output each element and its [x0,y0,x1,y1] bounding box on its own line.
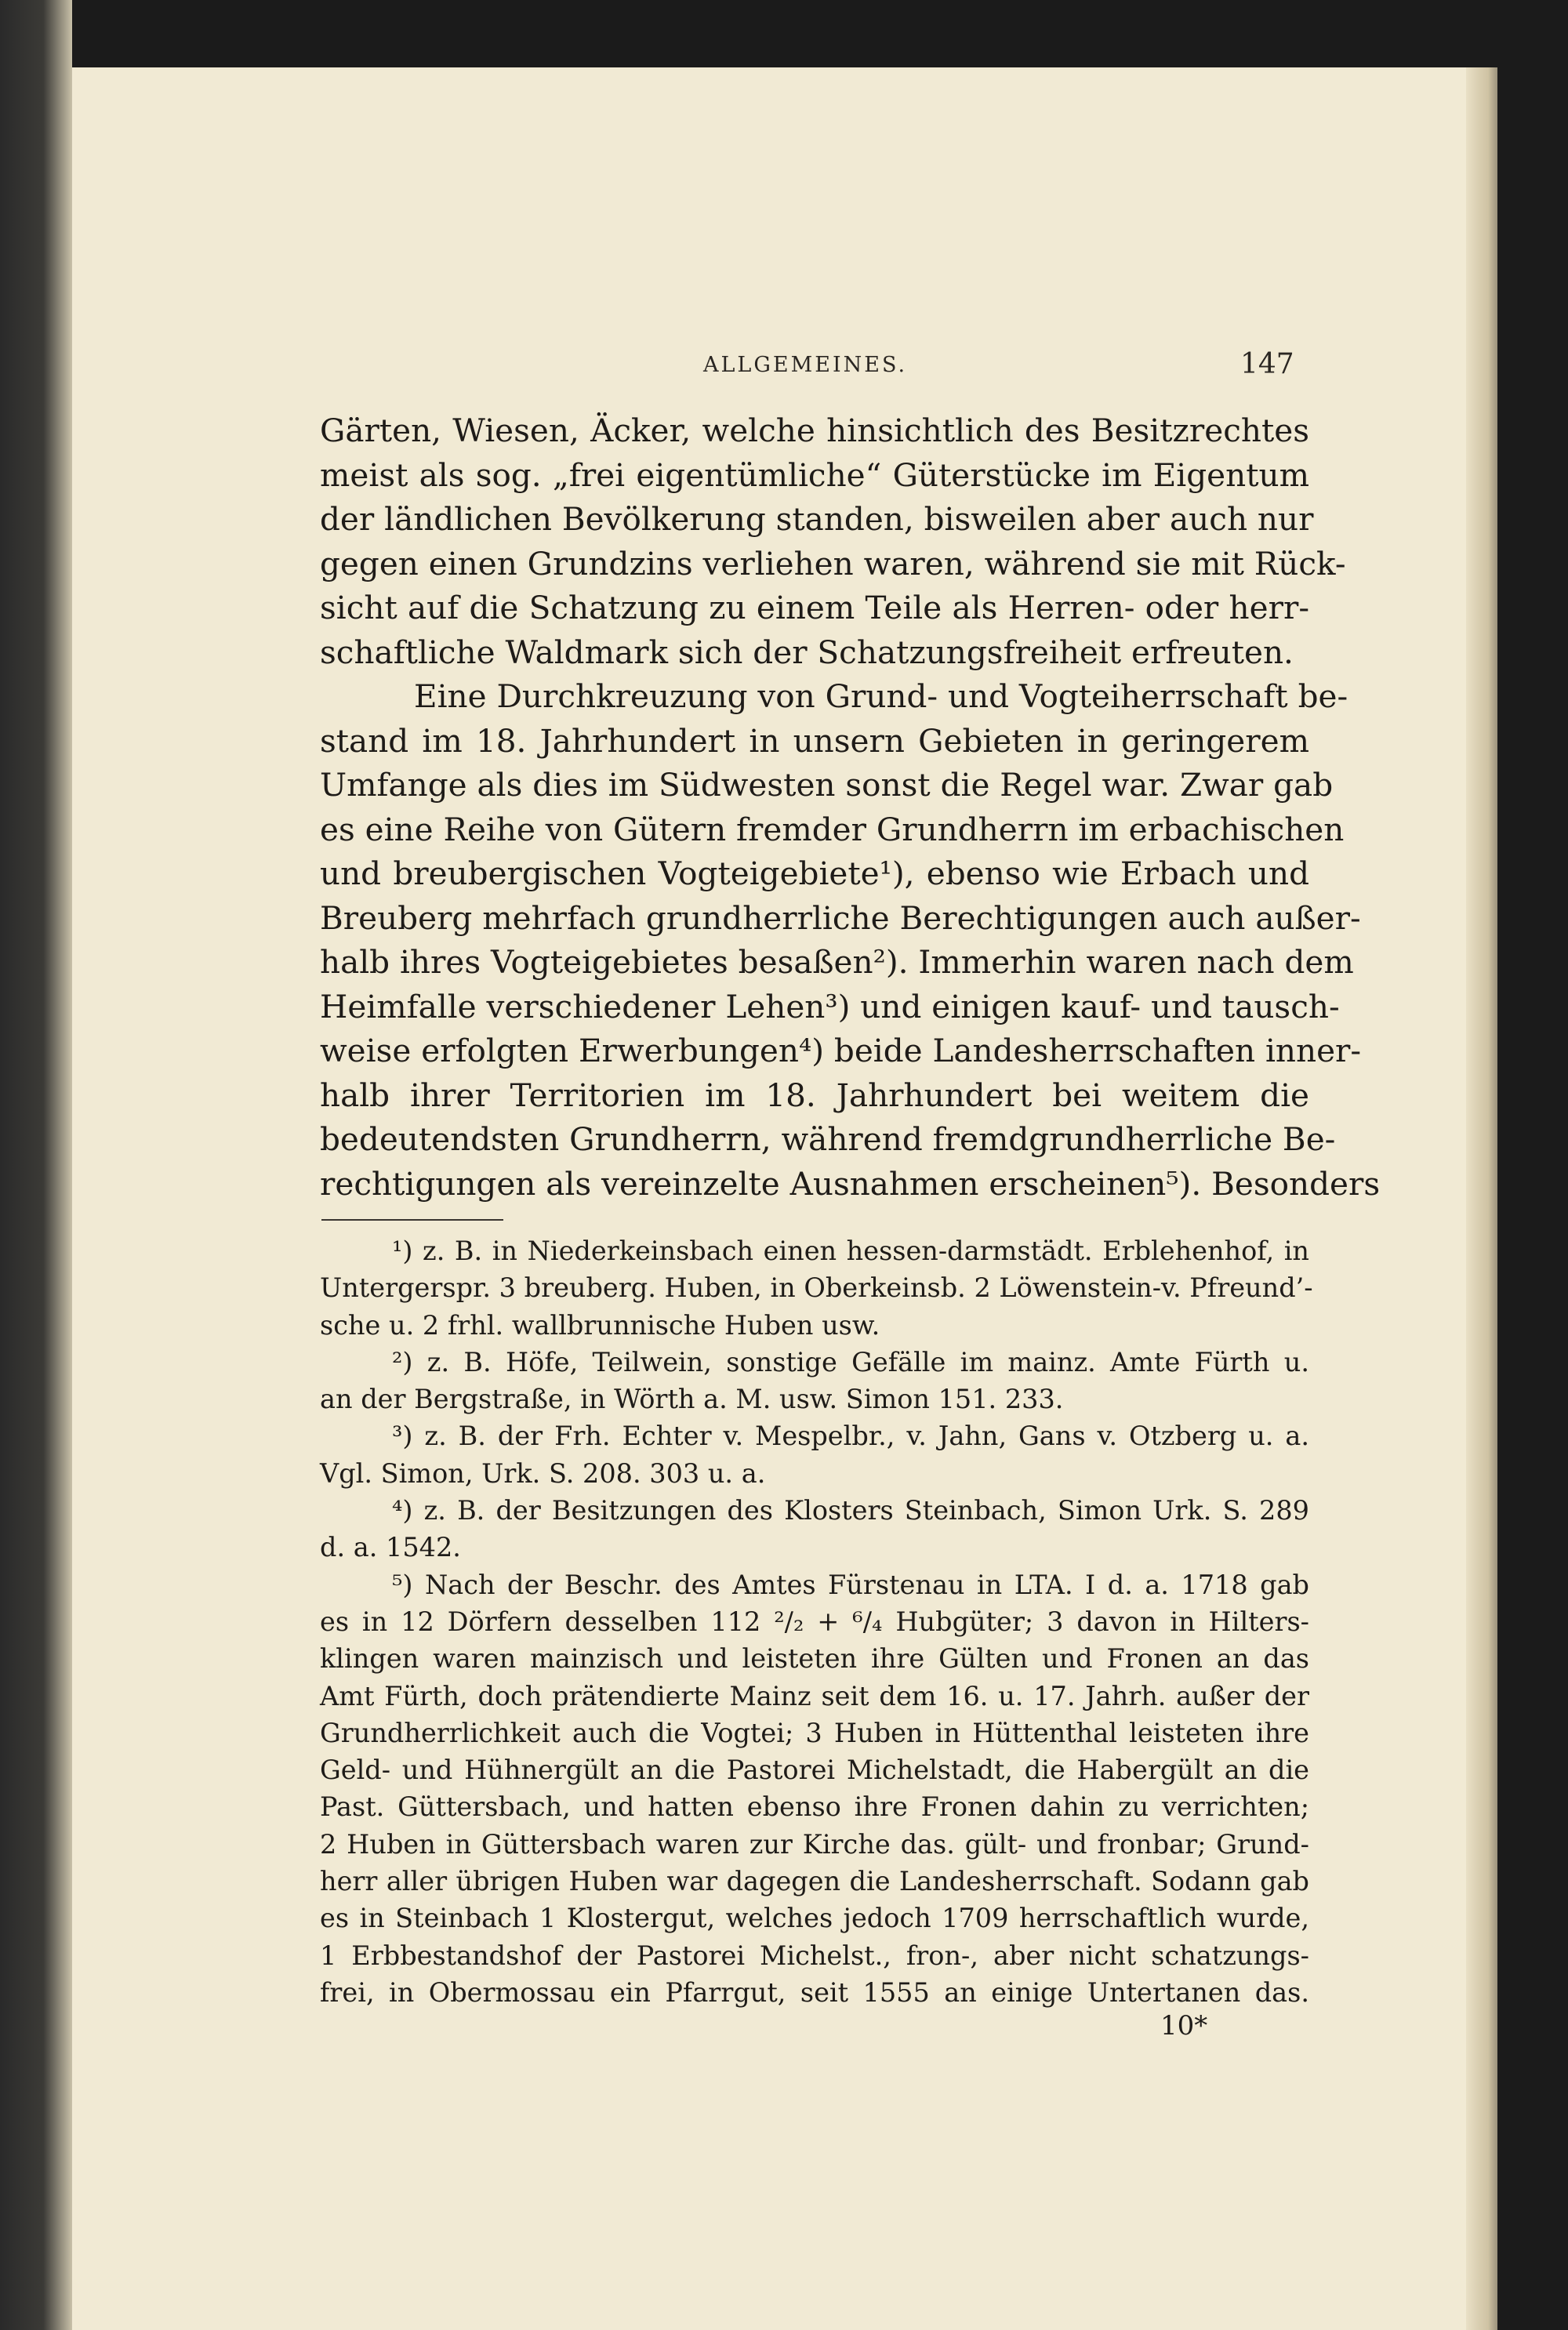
footnote-line: d. a. 1542. [320,1532,461,1563]
footnote-line: Vgl. Simon, Urk. S. 208. 303 u. a. [320,1457,766,1489]
page-edge [1466,67,1497,2330]
body-line: Breuberg mehrfach grundherrliche Berechtigungen auch außer- [320,898,1361,937]
running-head [72,348,1466,387]
footnote-line: frei, in Obermossau ein Pfarrgut, seit 1555 an einige Untertanen das. [320,1976,1309,2008]
body-line: meist als sog. „frei eigentümliche“ Güterstücke im Eigentum [320,455,1309,494]
body-line: Gärten, Wiesen, Äcker, welche hinsichtlich des Besitzrechtes [320,412,1309,449]
body-line: bedeutendsten Grundherrn, während fremdgrundherrliche Be- [320,1120,1336,1158]
body-line: gegen einen Grundzins verliehen waren, während sie mit Rück- [320,544,1346,582]
page-number: 147 [1240,348,1294,380]
footnote-line: Grundherrlichkeit auch die Vogtei; 3 Huben in Hüttenthal leisteten ihre [320,1717,1309,1748]
footnote-line: ⁵) Nach der Beschr. des Amtes Fürstenau in LTA. I d. a. 1718 gab [392,1569,1309,1600]
body-line: Eine Durchkreuzung von Grund- und Vogteiherrschaft be- [414,677,1348,715]
footnote-line: 1 Erbbestandshof der Pastorei Michelst., fron-, aber nicht schatzungs- [320,1940,1309,1971]
book-spine-shadow [0,0,72,2330]
body-line: es eine Reihe von Gütern fremder Grundherrn im erbachischen [320,810,1345,848]
footnote-line: ²) z. B. Höfe, Teilwein, sonstige Gefälle im mainz. Amte Fürth u. [392,1346,1309,1377]
footnote-line: Amt Fürth, doch prätendierte Mainz seit dem 16. u. 17. Jahrh. außer der [320,1680,1309,1711]
body-line: weise erfolgten Erwerbungen⁴) beide Landesherrschaften inner- [320,1032,1362,1069]
book-page [72,67,1466,2330]
body-line: rechtigungen als vereinzelte Ausnahmen erscheinen⁵). Besonders [320,1164,1381,1203]
body-line: halb ihres Vogteigebietes besaßen²). Immerhin waren nach dem [320,943,1354,981]
footnote-line: sche u. 2 frhl. wallbrunnische Huben usw. [320,1309,880,1341]
body-line: schaftliche Waldmark sich der Schatzungsfreiheit erfreuten. [320,633,1294,671]
footnote-line: es in 12 Dörfern desselben 112 ²/₂ + ⁶/₄ Hubgüter; 3 davon in Hilters- [320,1606,1309,1637]
footnote-line: an der Bergstraße, in Wörth a. M. usw. Simon 151. 233. [320,1384,1064,1415]
body-line: halb ihrer Territorien im 18. Jahrhundert bei weitem die [320,1076,1309,1114]
footnote-line: es in Steinbach 1 Klostergut, welches jedoch 1709 herrschaftlich wurde, [320,1903,1309,1934]
footnote-line: ⁴) z. B. der Besitzungen des Klosters Steinbach, Simon Urk. S. 289 [392,1495,1309,1526]
footnote-rule [321,1219,503,1221]
footnote-line: ³) z. B. der Frh. Echter v. Mespelbr., v. Jahn, Gans v. Otzberg u. a. [392,1421,1309,1452]
body-line: der ländlichen Bevölkerung standen, bisweilen aber auch nur [320,500,1314,538]
footnote-line: 2 Huben in Güttersbach waren zur Kirche das. gült- und fronbar; Grund- [320,1828,1309,1860]
body-line: Heimfalle verschiedener Lehen³) und einigen kauf- und tausch- [320,987,1340,1025]
body-line: sicht auf die Schatzung zu einem Teile als Herren- oder herr- [320,589,1309,626]
footnote-line: Past. Güttersbach, und hatten ebenso ihre Fronen dahin zu verrichten; [320,1791,1309,1823]
signature-mark: 10* [1160,2010,1208,2041]
body-line: und breubergischen Vogteigebiete¹), ebenso wie Erbach und [320,855,1309,892]
running-head-title: ALLGEMEINES. [703,353,908,377]
footnote-line: Geld- und Hühnergült an die Pastorei Michelstadt, die Habergült an die [320,1755,1309,1786]
footnote-line: herr aller übrigen Huben war dagegen die Landesherrschaft. Sodann gab [320,1866,1309,1897]
body-line: Umfange als dies im Südwesten sonst die Regel war. Zwar gab [320,766,1334,804]
body-text [320,408,1381,1206]
body-line: stand im 18. Jahrhundert in unsern Gebieten in geringerem [320,721,1309,760]
footnotes [320,1232,1313,2011]
footnote-line: klingen waren mainzisch und leisteten ihre Gülten und Fronen an das [320,1643,1309,1675]
footnote-line: ¹) z. B. in Niederkeinsbach einen hessen-darmstädt. Erblehenhof, in [392,1236,1309,1266]
footnote-line: Untergerspr. 3 breuberg. Huben, in Oberkeinsb. 2 Löwenstein-v. Pfreund’- [320,1272,1313,1304]
